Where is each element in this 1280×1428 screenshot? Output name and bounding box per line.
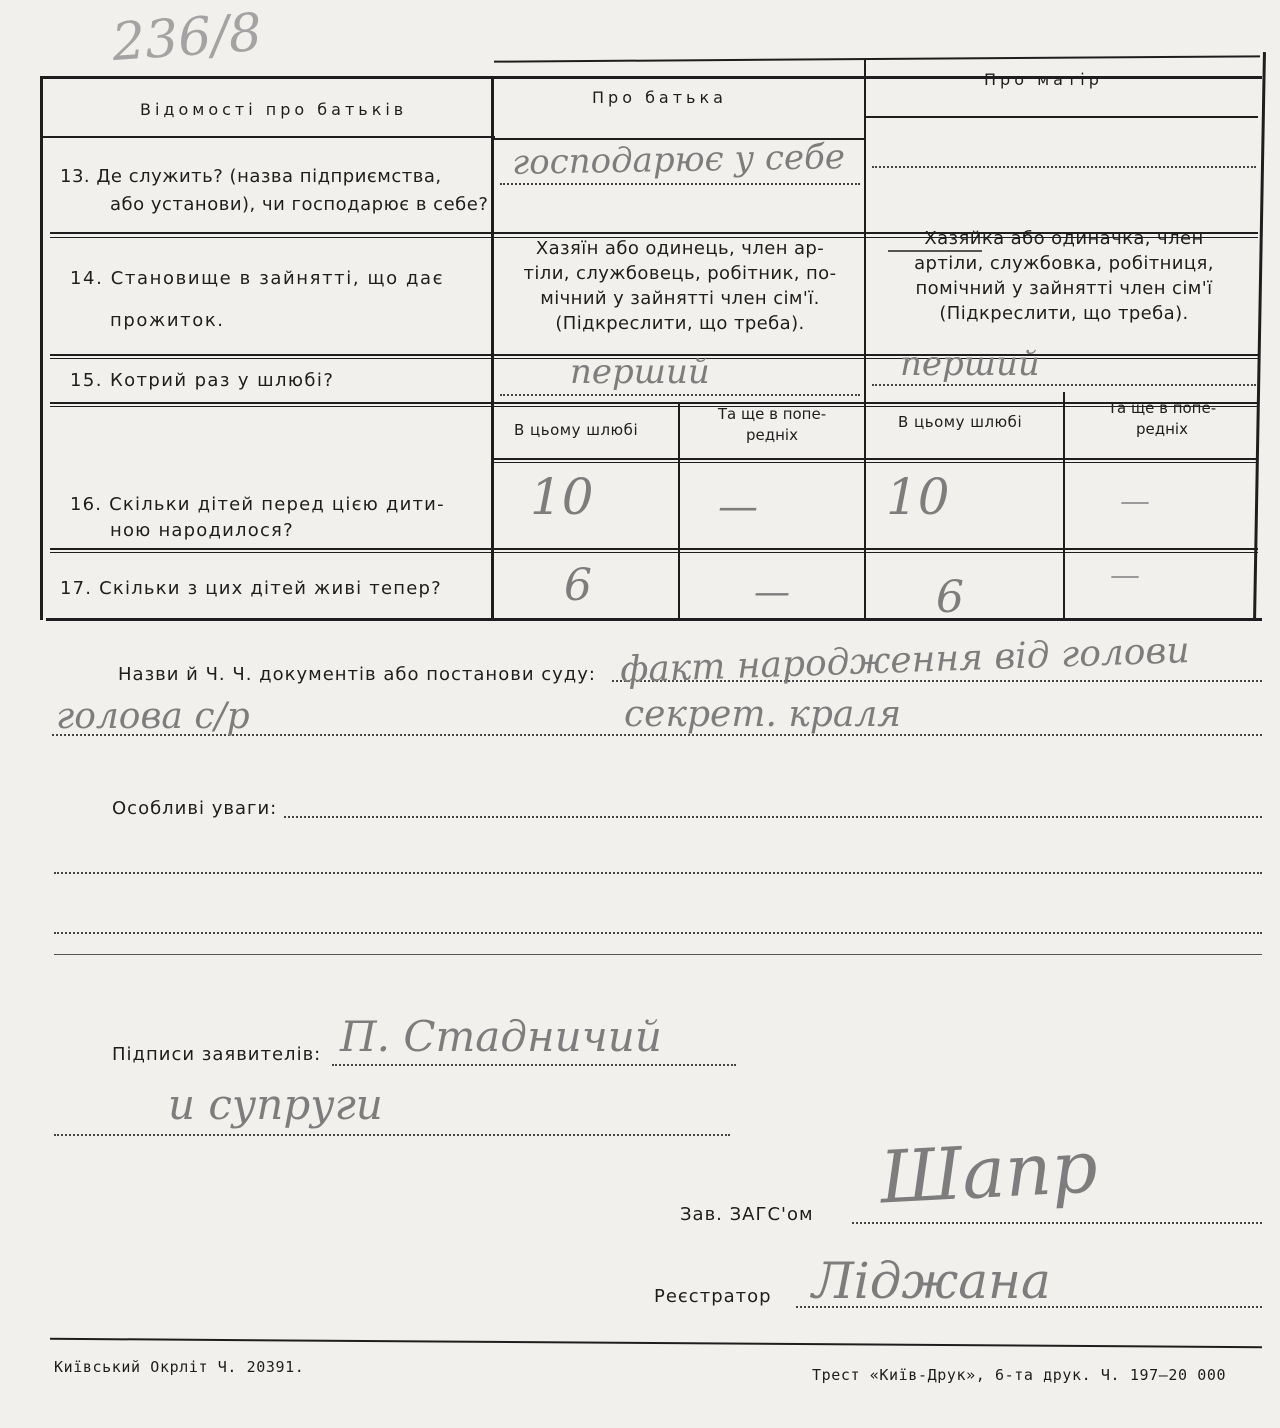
header-father: Про батька [592,88,727,107]
registrar-label: Реєстратор [654,1286,772,1307]
q16-father-prev: — [718,484,758,530]
q14-label-line2: прожиток. [110,310,225,331]
q16-label-line2: ною народилося? [110,520,294,541]
mother-this-marriage-header: В цьому шлюбі [898,413,1023,431]
zags-label: Зав. ЗАГС'ом [680,1204,814,1225]
q15-mother-answer: перший [900,344,1040,384]
father-this-marriage-header: В цьому шлюбі [514,421,639,439]
documents-label: Назви й Ч. Ч. документів або постанови суду: [118,664,596,685]
documents-value-line2b: секрет. краля [624,694,902,735]
registrar-signature: Ліджана [812,1252,1051,1310]
footer-publisher: Київський Окрліт Ч. 20391. [54,1358,305,1376]
zags-signature: Шапр [877,1124,1100,1220]
mother-previous-header: Та ще в попе- редніх [1107,399,1217,438]
q16-father-this: 10 [530,468,594,526]
header-mother: Про матір [984,70,1103,89]
q13-answer: господарює у себе [511,137,846,183]
q17-label: 17. Скільки з цих дітей живі тепер? [60,578,442,599]
footer-printer: Трест «Київ-Друк», 6-та друк. Ч. 197—20 000 [812,1366,1227,1384]
q16-mother-prev: — [1120,484,1150,519]
q16-label-line1: 16. Скільки дітей перед цією дити- [70,494,445,515]
documents-value-line2: голова с/р [56,696,250,737]
q14-mother-options: Хазяйка або одиначка, член артіли, службовка, робітниця, помічний у зайнятті член сім'ї (Підкреслити, що треба). [914,228,1214,324]
q17-father-prev: — [754,572,790,613]
signatures-value-line1: П. Стадничий [340,1012,662,1061]
signatures-label: Підписи заявителів: [112,1044,322,1065]
q17-mother-this: 6 [936,572,964,623]
father-previous-header: Та ще в попе- редніх [717,405,827,444]
q13-label-line1: 13. Де служить? (назва підприємства, [60,166,442,187]
q14-label-line1: 14. Становище в зайнятті, що дає [70,268,445,289]
q17-mother-prev: — [1110,558,1140,593]
q16-mother-this: 10 [886,468,950,526]
archive-number: 236/8 [110,2,264,74]
q14-father-options: Хазяїн або одинець, член ар- тіли, службовець, робітник, по- мічний у зайнятті член сім'ї. (Підкреслити, що треба). [523,238,837,334]
header-parents-info: Відомості про батьків [140,100,408,119]
signatures-value-line2: и супруги [168,1080,383,1129]
q17-father-this: 6 [564,560,592,611]
documents-value-line1: факт народження від голови [619,630,1191,691]
q13-label-line2: або установи), чи господарює в себе? [110,194,489,215]
q15-father-answer: перший [570,352,710,392]
q15-label: 15. Котрий раз у шлюбі? [70,370,335,391]
remarks-label: Особливі уваги: [112,798,278,819]
